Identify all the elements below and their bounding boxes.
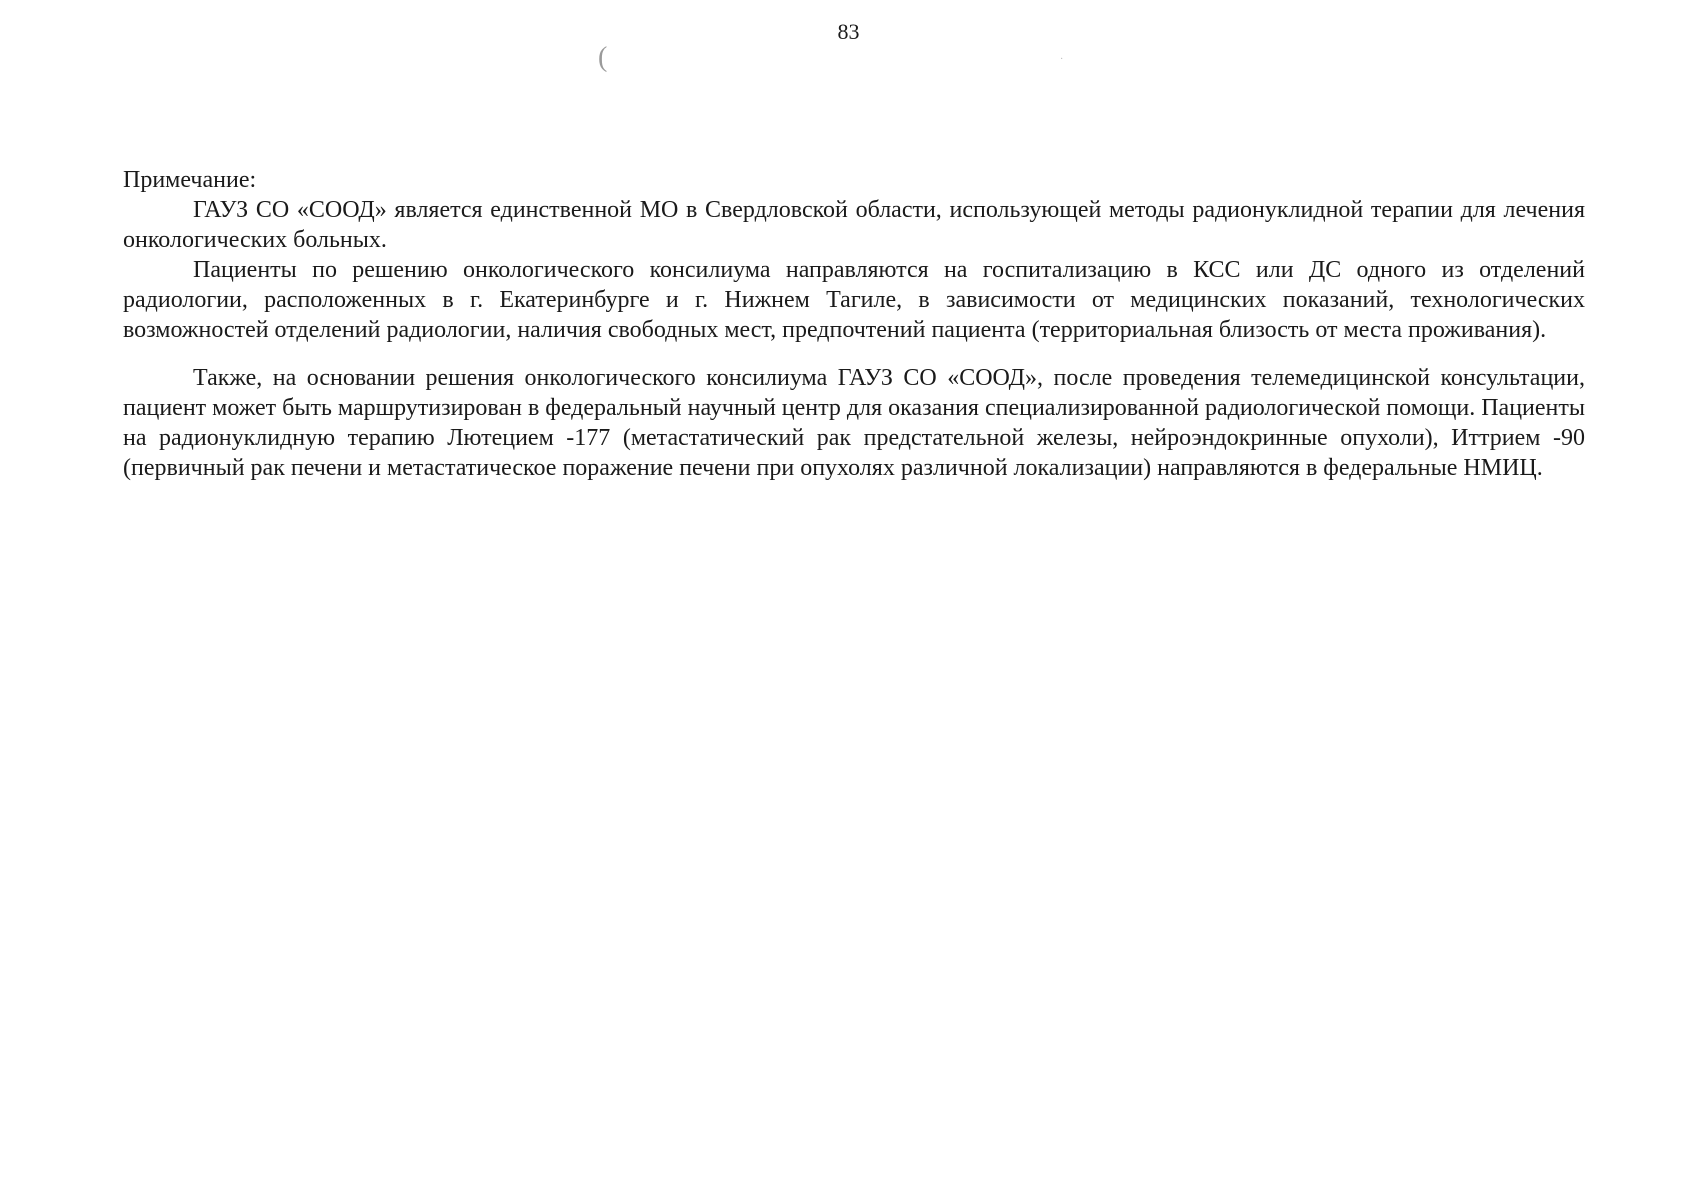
note-paragraph-3: Также, на основании решения онкологического консилиума ГАУЗ СО «СООД», после проведения телемедицинской консультации, пациент может быть маршрутизирован в федеральный научный центр для оказания специализированной радиологической помощи. Пациенты на радионуклидную терапию Лютецием -177 (метастатический рак предстательной железы, нейроэндокринные опухоли), Иттрием -90 (первичный рак печени и метастатическое поражение печени при опухолях различной локализации) направляются в федеральные НМИЦ. bbox=[123, 365, 1585, 481]
scan-artifact-dot: · bbox=[1060, 54, 1064, 65]
scan-artifact-mark: ( bbox=[598, 42, 608, 73]
note-heading: Примечание: bbox=[123, 167, 257, 193]
note-paragraph-1: ГАУЗ СО «СООД» является единственной МО в Свердловской области, использующей методы радионуклидной терапии для лечения онкологических больных. bbox=[123, 197, 1585, 253]
note-paragraph-2: Пациенты по решению онкологического консилиума направляются на госпитализацию в КСС или ДС одного из отделений радиологии, расположенных в г. Екатеринбурге и г. Нижнем Тагиле, в зависимости от медицинских показаний, технологических возможностей отделений радиологии, наличия свободных мест, предпочтений пациента (территориальная близость от места проживания). bbox=[123, 257, 1585, 343]
note-section bbox=[123, 165, 1585, 483]
page-number: 83 bbox=[837, 19, 860, 44]
